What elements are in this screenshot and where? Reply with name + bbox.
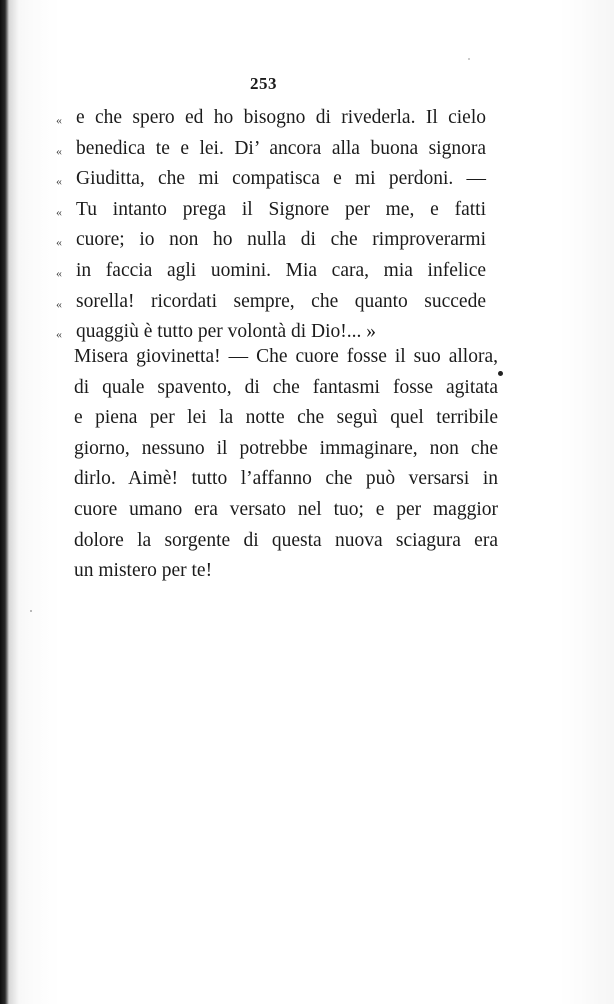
quote-mark: « — [56, 327, 62, 342]
quote-line-text: Giuditta, che mi compatisca e mi perdoni. — — [76, 168, 486, 190]
quote-line — [56, 287, 496, 318]
book-spine-edge — [0, 0, 9, 1004]
quoted-letter-block — [56, 103, 496, 348]
body-paragraph — [74, 342, 498, 587]
spine-shadow — [9, 0, 19, 1004]
quote-line — [56, 164, 496, 195]
quote-line-text: quaggiù è tutto per volontà di Dio!... » — [76, 321, 377, 343]
quote-line-text: in faccia agli uomini. Mia cara, mia infelice — [76, 259, 486, 281]
paragraph-line: Misera giovinetta! — Che cuore fosse il suo allora, — [74, 346, 498, 367]
quote-mark: « — [56, 204, 62, 219]
quote-line-text: benedica te e lei. Di’ ancora alla buona signora — [76, 137, 486, 159]
quote-line — [56, 195, 496, 226]
paragraph-line: e piena per lei la notte che seguì quel terribile — [74, 407, 498, 429]
paragraph-line: cuore umano era versato nel tuo; e per maggior — [74, 498, 498, 520]
quote-line-text: sorella! ricordati sempre, che quanto succede — [76, 290, 486, 312]
quote-line-text: Tu intanto prega il Signore per me, e fatti — [76, 198, 486, 220]
paragraph-line: un mistero per te! — [74, 560, 213, 582]
quote-mark: « — [56, 113, 62, 127]
quote-mark: « — [56, 174, 62, 189]
ink-speck — [498, 371, 503, 376]
paragraph-line: dirlo. Aimè! tutto l’affanno che può versarsi in — [74, 468, 498, 490]
page-number: 253 — [250, 74, 277, 93]
quote-line-text: e che spero ed ho bisogno di rivederla. Il cielo — [76, 107, 486, 128]
paragraph-line: dolore la sorgente di questa nuova sciagura era — [74, 529, 498, 551]
quote-mark: « — [56, 143, 62, 158]
quote-line — [56, 256, 496, 287]
quote-mark: « — [56, 265, 62, 280]
quote-line — [56, 134, 496, 165]
quote-mark: « — [56, 235, 62, 250]
ink-speck — [30, 610, 32, 612]
ink-speck — [468, 58, 470, 60]
paragraph-line: giorno, nessuno il potrebbe immaginare, non che — [74, 437, 498, 459]
quote-mark: « — [56, 296, 62, 311]
quote-line-text: cuore; io non ho nulla di che rimproverarmi — [76, 229, 486, 251]
quote-line — [56, 103, 496, 134]
paragraph-line: di quale spavento, di che fantasmi fosse agitata — [74, 376, 498, 398]
quote-line — [56, 225, 496, 256]
